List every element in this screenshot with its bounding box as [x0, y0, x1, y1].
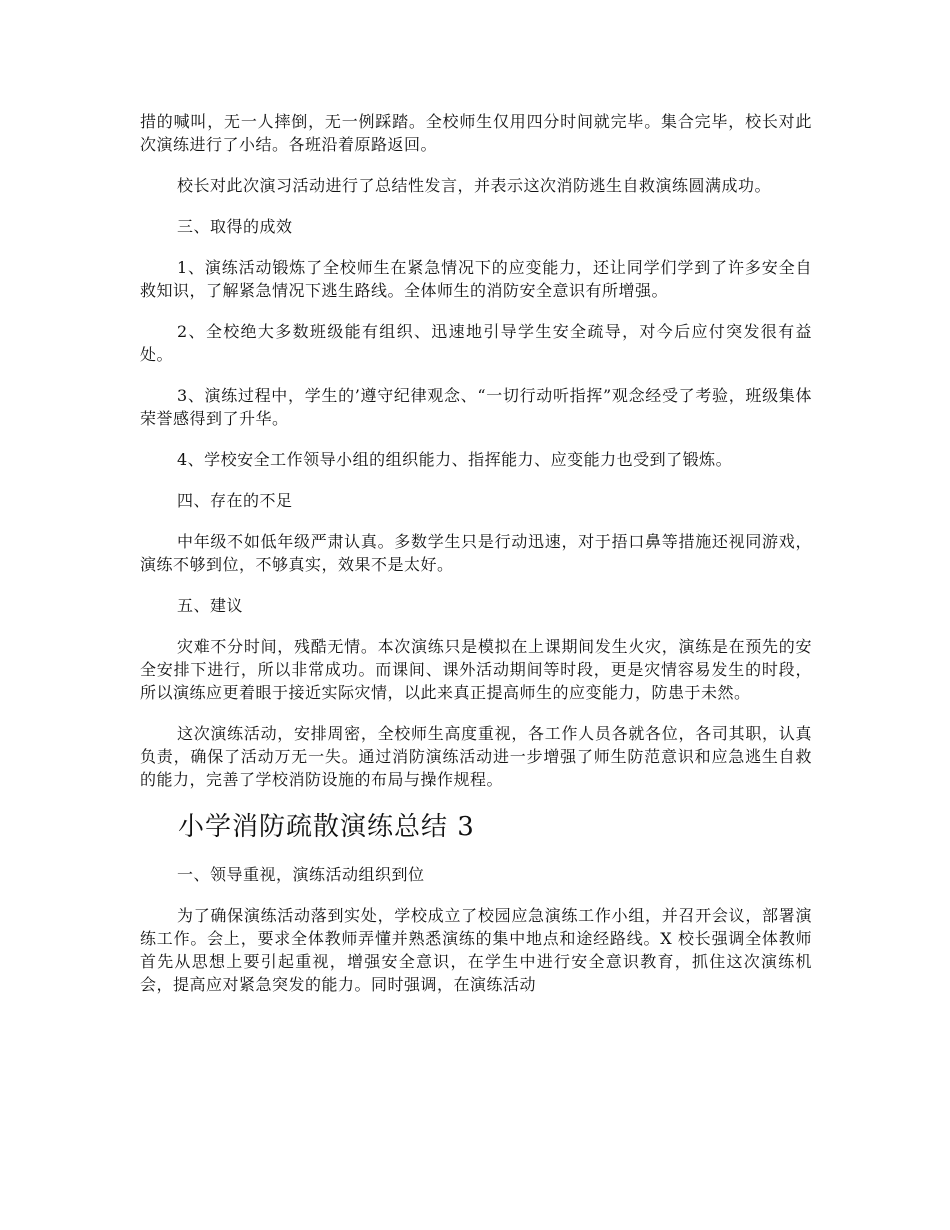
- paragraph-continuation: 措的喊叫，无一人摔倒，无一例踩踏。全校师生仅用四分时间就完毕。集合完毕，校长对此次演练进行了小结。各班沿着原路返回。: [140, 112, 812, 154]
- paragraph-result-1: 1、演练活动锻炼了全校师生在紧急情况下的应变能力，还让同学们学到了许多安全自救知识，了解紧急情况下逃生路线。全体师生的消防安全意识有所增强。: [140, 258, 812, 300]
- paragraph-result-3: 3、演练过程中，学生的’遵守纪律观念、“一切行动听指挥”观念经受了考验，班级集体荣誉感得到了升华。: [140, 386, 812, 428]
- paragraph-principal-summary: 校长对此次演习活动进行了总结性发言，并表示这次消防逃生自救演练圆满成功。: [177, 176, 772, 195]
- paragraph-suggestions: 灾难不分时间，残酷无情。本次演练只是模拟在上课期间发生火灾，演练是在预先的安全安排下进行，所以非常成功。而课间、课外活动期间等时段，更是灾情容易发生的时段，所以演练应更着眼于接近实际灾情，以此来真正提高师生的应变能力，防患于未然。: [140, 637, 812, 702]
- paragraph-conclusion: 这次演练活动，安排周密，全校师生高度重视，各工作人员各就各位，各司其职，认真负责，确保了活动万无一失。通过消防演练活动进一步增强了师生防范意识和应急逃生自救的能力，完善了学校消防设施的布局与操作规程。: [140, 724, 812, 789]
- section-heading-suggestions: 五、建议: [177, 596, 244, 615]
- paragraph-result-4: 4、学校安全工作领导小组的组织能力、指挥能力、应变能力也受到了锻炼。: [177, 450, 733, 469]
- paragraph-shortcomings: 中年级不如低年级严肃认真。多数学生只是行动迅速，对于捂口鼻等措施还视同游戏，演练不够到位，不够真实，效果不是太好。: [140, 532, 812, 574]
- section-heading-results: 三、取得的成效: [177, 217, 293, 236]
- section-heading-leadership: 一、领导重视，演练活动组织到位: [177, 865, 425, 884]
- section-title: 小学消防疏散演练总结 3: [178, 812, 475, 842]
- section-heading-shortcomings: 四、存在的不足: [177, 491, 293, 510]
- paragraph-result-2: 2、全校绝大多数班级能有组织、迅速地引导学生安全疏导，对今后应付突发很有益处。: [140, 322, 812, 364]
- document-page: [140, 110, 812, 1014]
- paragraph-leadership: 为了确保演练活动落到实处，学校成立了校园应急演练工作小组，并召开会议，部署演练工作。会上，要求全体教师弄懂并熟悉演练的集中地点和途经路线。X 校长强调全体教师首先从思想上要引起重视，增强安全意识，在学生中进行安全意识教育，抓住这次演练机会，提高应对紧急突发的能力。同时强调，在演练活动: [140, 906, 812, 994]
